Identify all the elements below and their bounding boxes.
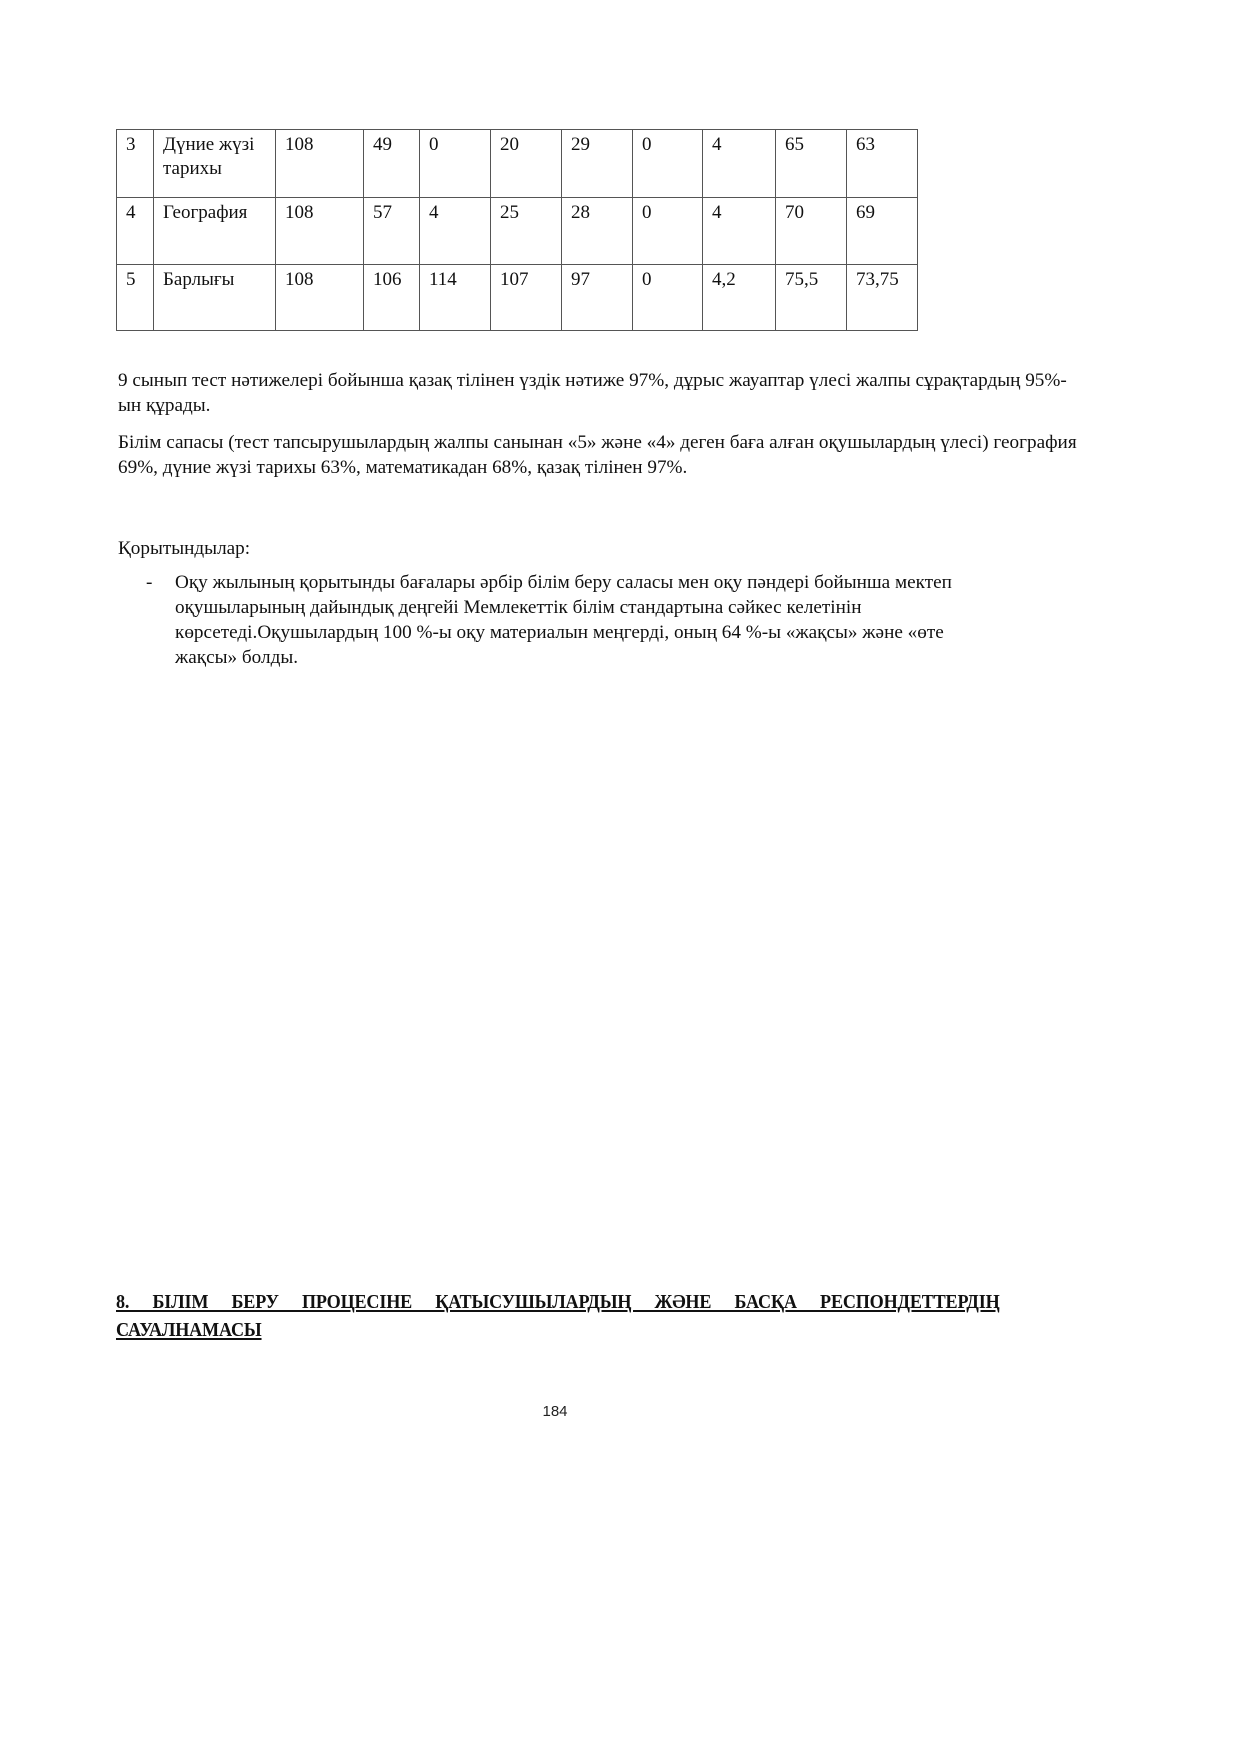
conclusion-item: Оқу жылының қорытынды бағалары әрбір білім беру саласы мен оқу пәндері бойынша мектеп оқушыларының дайындық деңгейі Мемлекеттік білім стандартына сәйкес келетінін көрсетеді.Оқушылардың 100 %-ы оқу материалын меңгерді, оның 64 %-ы «жақсы» және «өте жақсы» болды. — [175, 572, 952, 668]
quality-paragraph: Білім сапасы (тест тапсырушылардың жалпы санынан «5» және «4» деген баға алған оқушылардың үлесі) география 69%, дүние жүзі тарихы 63%, математикадан 68%, қазақ тілінен 97%. — [118, 432, 1077, 478]
subject-cell: Дүние жүзі тарихы — [154, 130, 276, 198]
conclusions-label: Қорытындылар: — [118, 538, 251, 559]
subject-cell: Барлығы — [154, 265, 276, 331]
table-cell: 69 — [847, 198, 918, 265]
table-cell: 0 — [633, 198, 703, 265]
table-cell: 0 — [633, 265, 703, 331]
table-cell: 28 — [562, 198, 633, 265]
table-cell: 106 — [364, 265, 420, 331]
table-cell: 108 — [276, 130, 364, 198]
table-cell: 65 — [776, 130, 847, 198]
table-cell: 25 — [491, 198, 562, 265]
section-heading: 8. БІЛІМ БЕРУ ПРОЦЕСІНЕ ҚАТЫСУШЫЛАРДЫҢ ЖӘНЕ БАСҚА РЕСПОНДЕТТЕРДІҢ САУАЛНАМАСЫ — [116, 1292, 1000, 1341]
row-number-cell: 4 — [117, 198, 154, 265]
table-cell: 4 — [703, 198, 776, 265]
table-row — [117, 198, 918, 265]
row-number-cell: 5 — [117, 265, 154, 331]
page-number: 184 — [542, 1403, 568, 1420]
bullet-dash-icon: - — [146, 572, 153, 593]
table-cell: 4 — [420, 198, 491, 265]
table-cell: 20 — [491, 130, 562, 198]
table-cell: 0 — [633, 130, 703, 198]
table-cell: 57 — [364, 198, 420, 265]
table-cell: 49 — [364, 130, 420, 198]
table-cell: 29 — [562, 130, 633, 198]
test-results-paragraph: 9 сынып тест нәтижелері бойынша қазақ тілінен үздік нәтиже 97%, дұрыс жауаптар үлесі жалпы сұрақтардың 95%-ын құрады. — [118, 370, 1067, 416]
table-cell: 4,2 — [703, 265, 776, 331]
table-cell: 4 — [703, 130, 776, 198]
table-row — [117, 130, 918, 198]
table-cell: 97 — [562, 265, 633, 331]
row-number-cell: 3 — [117, 130, 154, 198]
table-cell: 107 — [491, 265, 562, 331]
subject-cell: География — [154, 198, 276, 265]
table-cell: 70 — [776, 198, 847, 265]
table-cell: 73,75 — [847, 265, 918, 331]
table-cell: 75,5 — [776, 265, 847, 331]
table-cell: 108 — [276, 198, 364, 265]
table-cell: 114 — [420, 265, 491, 331]
table-cell: 0 — [420, 130, 491, 198]
table-cell: 108 — [276, 265, 364, 331]
results-table — [116, 129, 918, 331]
table-row-total — [117, 265, 918, 331]
table-cell: 63 — [847, 130, 918, 198]
